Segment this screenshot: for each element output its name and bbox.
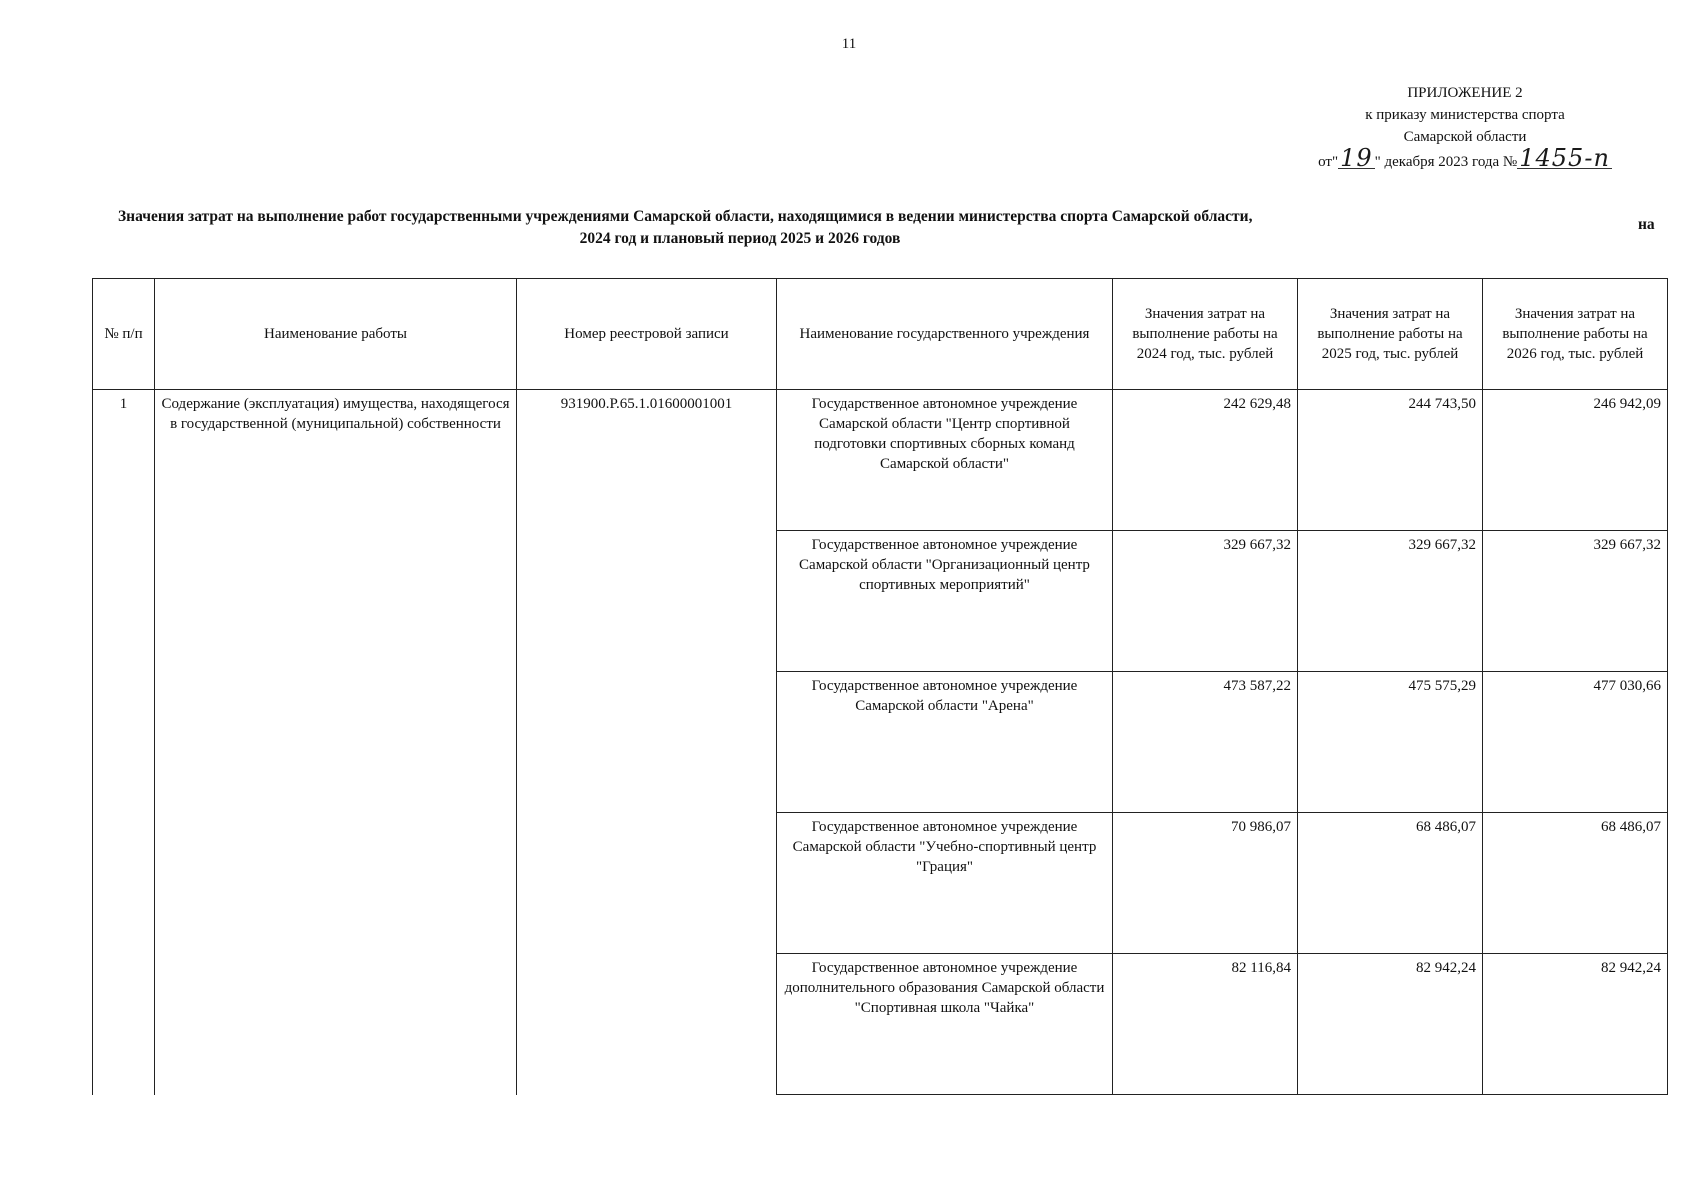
appendix-line-2: Самарской области: [1403, 129, 1527, 145]
order-day-handwritten: 19: [1340, 144, 1373, 172]
institution-name: Государственное автономное учреждение дополнительного образования Самарской области "Спортивная школа "Чайка": [777, 954, 1113, 1095]
title-tail: на: [1638, 216, 1655, 233]
header-2025: Значения затрат на выполнение работы на 2025 год, тыс. рублей: [1298, 279, 1483, 390]
value-2024: 473 587,22: [1113, 672, 1298, 813]
header-work-name: Наименование работы: [155, 279, 517, 390]
value-2024: 329 667,32: [1113, 531, 1298, 672]
header-institution: Наименование государственного учреждения: [777, 279, 1113, 390]
value-2024: 242 629,48: [1113, 390, 1298, 531]
work-name: Содержание (эксплуатация) имущества, находящегося в государственной (муниципальной) собственности: [155, 390, 517, 1095]
page-number: 11: [841, 36, 857, 52]
title-line-2: 2024 год и плановый период 2025 и 2026 годов: [579, 230, 901, 247]
value-2025: 82 942,24: [1298, 954, 1483, 1095]
header-2026: Значения затрат на выполнение работы на 2026 год, тыс. рублей: [1483, 279, 1668, 390]
appendix-label: ПРИЛОЖЕНИЕ 2: [1407, 85, 1523, 101]
institution-name: Государственное автономное учреждение Самарской области "Центр спортивной подготовки спортивных сборных команд Самарской области": [777, 390, 1113, 531]
order-prefix: от: [1318, 154, 1332, 170]
table-header-row: [93, 279, 1668, 390]
work-number: 1: [93, 390, 155, 1095]
value-2024: 82 116,84: [1113, 954, 1298, 1095]
value-2025: 475 575,29: [1298, 672, 1483, 813]
header-number: № п/п: [93, 279, 155, 390]
header-2024: Значения затрат на выполнение работы на 2024 год, тыс. рублей: [1113, 279, 1298, 390]
value-2026: 68 486,07: [1483, 813, 1668, 954]
value-2025: 68 486,07: [1298, 813, 1483, 954]
appendix-block: [1300, 82, 1630, 173]
institution-name: Государственное автономное учреждение Самарской области "Арена": [777, 672, 1113, 813]
value-2026: 82 942,24: [1483, 954, 1668, 1095]
value-2026: 329 667,32: [1483, 531, 1668, 672]
costs-table: [92, 278, 1668, 1095]
header-registry: Номер реестровой записи: [517, 279, 777, 390]
value-2026: 246 942,09: [1483, 390, 1668, 531]
value-2026: 477 030,66: [1483, 672, 1668, 813]
appendix-line-1: к приказу министерства спорта: [1365, 107, 1565, 123]
order-number-handwritten: 1455-п: [1519, 144, 1610, 172]
order-middle: декабря 2023 года №: [1384, 154, 1518, 170]
work-registry: 931900.Р.65.1.01600001001: [517, 390, 777, 1095]
value-2025: 329 667,32: [1298, 531, 1483, 672]
table-row: [93, 390, 1668, 531]
order-line: от"19 " декабря 2023 года №1455-п: [1318, 144, 1610, 172]
value-2025: 244 743,50: [1298, 390, 1483, 531]
value-2024: 70 986,07: [1113, 813, 1298, 954]
title-line-1: Значения затрат на выполнение работ государственными учреждениями Самарской области, находящимися в ведении министерства спорта Самарской области,: [118, 208, 1253, 225]
institution-name: Государственное автономное учреждение Самарской области "Организационный центр спортивных мероприятий": [777, 531, 1113, 672]
institution-name: Государственное автономное учреждение Самарской области "Учебно-спортивный центр "Грация": [777, 813, 1113, 954]
